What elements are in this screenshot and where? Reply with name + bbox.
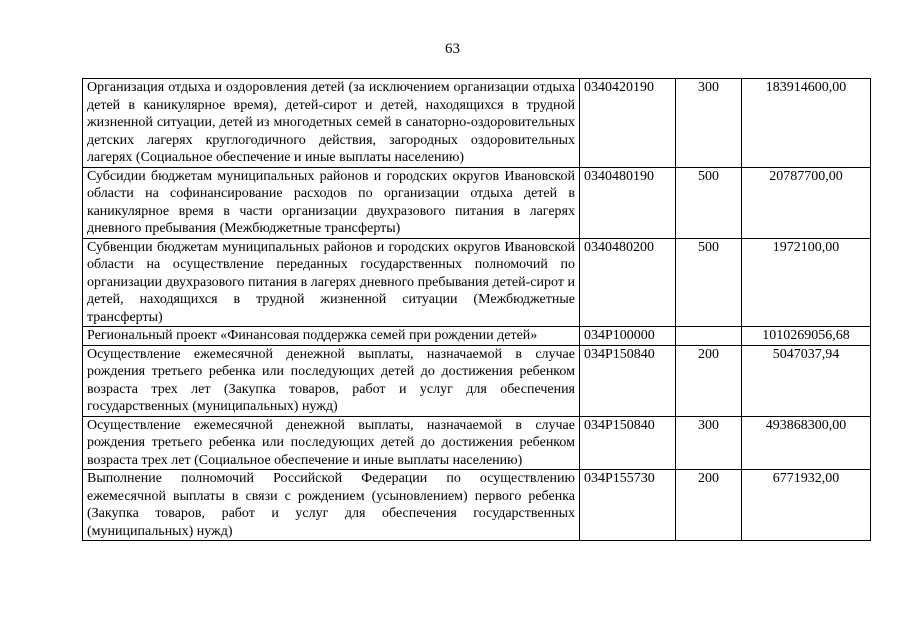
row-name: Региональный проект «Финансовая поддержка семей при рождении детей» <box>83 327 580 346</box>
row-name: Выполнение полномочий Российской Федерации по осуществлению ежемесячной выплаты в связи с рождением (усыновлением) первого ребенка (Закупка товаров, работ и услуг для обеспечения государственных (муниципальных) нужд) <box>83 470 580 541</box>
row-target-code: 0340420190 <box>580 79 676 168</box>
row-expense-type: 300 <box>676 416 742 470</box>
row-expense-type: 300 <box>676 79 742 168</box>
row-expense-type <box>676 327 742 346</box>
table-row <box>83 327 871 346</box>
row-name: Осуществление ежемесячной денежной выплаты, назначаемой в случае рождения третьего ребенка или последующих детей до достижения ребенком возраста трех лет (Социальное обеспечение и иные выплаты населению) <box>83 416 580 470</box>
budget-table <box>82 78 871 541</box>
row-expense-type: 500 <box>676 167 742 238</box>
table-row <box>83 345 871 416</box>
table-row <box>83 470 871 541</box>
page-number: 63 <box>445 41 460 57</box>
table-row <box>83 238 871 327</box>
row-target-code: 034P155730 <box>580 470 676 541</box>
table-row <box>83 79 871 168</box>
row-amount: 1010269056,68 <box>742 327 871 346</box>
row-amount: 1972100,00 <box>742 238 871 327</box>
row-amount: 493868300,00 <box>742 416 871 470</box>
row-name: Субсидии бюджетам муниципальных районов и городских округов Ивановской области на софинансирование расходов по организации отдыха детей в каникулярное время в части организации двухразового питания в лагерях дневного пребывания (Межбюджетные трансферты) <box>83 167 580 238</box>
row-amount: 6771932,00 <box>742 470 871 541</box>
row-target-code: 0340480200 <box>580 238 676 327</box>
row-target-code: 034P100000 <box>580 327 676 346</box>
row-amount: 183914600,00 <box>742 79 871 168</box>
row-target-code: 0340480190 <box>580 167 676 238</box>
row-expense-type: 200 <box>676 345 742 416</box>
row-expense-type: 500 <box>676 238 742 327</box>
row-name: Осуществление ежемесячной денежной выплаты, назначаемой в случае рождения третьего ребенка или последующих детей до достижения ребенком возраста трех лет (Закупка товаров, работ и услуг для обеспечения государственных (муниципальных) нужд) <box>83 345 580 416</box>
row-target-code: 034P150840 <box>580 416 676 470</box>
row-amount: 5047037,94 <box>742 345 871 416</box>
row-name: Субвенции бюджетам муниципальных районов и городских округов Ивановской области на осуществление переданных государственных полномочий по организации двухразового питания в лагерях дневного пребывания детей-сирот и детей, находящихся в трудной жизненной ситуации (Межбюджетные трансферты) <box>83 238 580 327</box>
row-name: Организация отдыха и оздоровления детей (за исключением организации отдыха детей в каникулярное время), детей-сирот и детей, находящихся в трудной жизненной ситуации, детей из многодетных семей в санаторно-оздоровительных детских лагерях круглогодичного действия, загородных оздоровительных лагерях (Социальное обеспечение и иные выплаты населению) <box>83 79 580 168</box>
row-amount: 20787700,00 <box>742 167 871 238</box>
row-expense-type: 200 <box>676 470 742 541</box>
row-target-code: 034P150840 <box>580 345 676 416</box>
table-row <box>83 167 871 238</box>
table-row <box>83 416 871 470</box>
